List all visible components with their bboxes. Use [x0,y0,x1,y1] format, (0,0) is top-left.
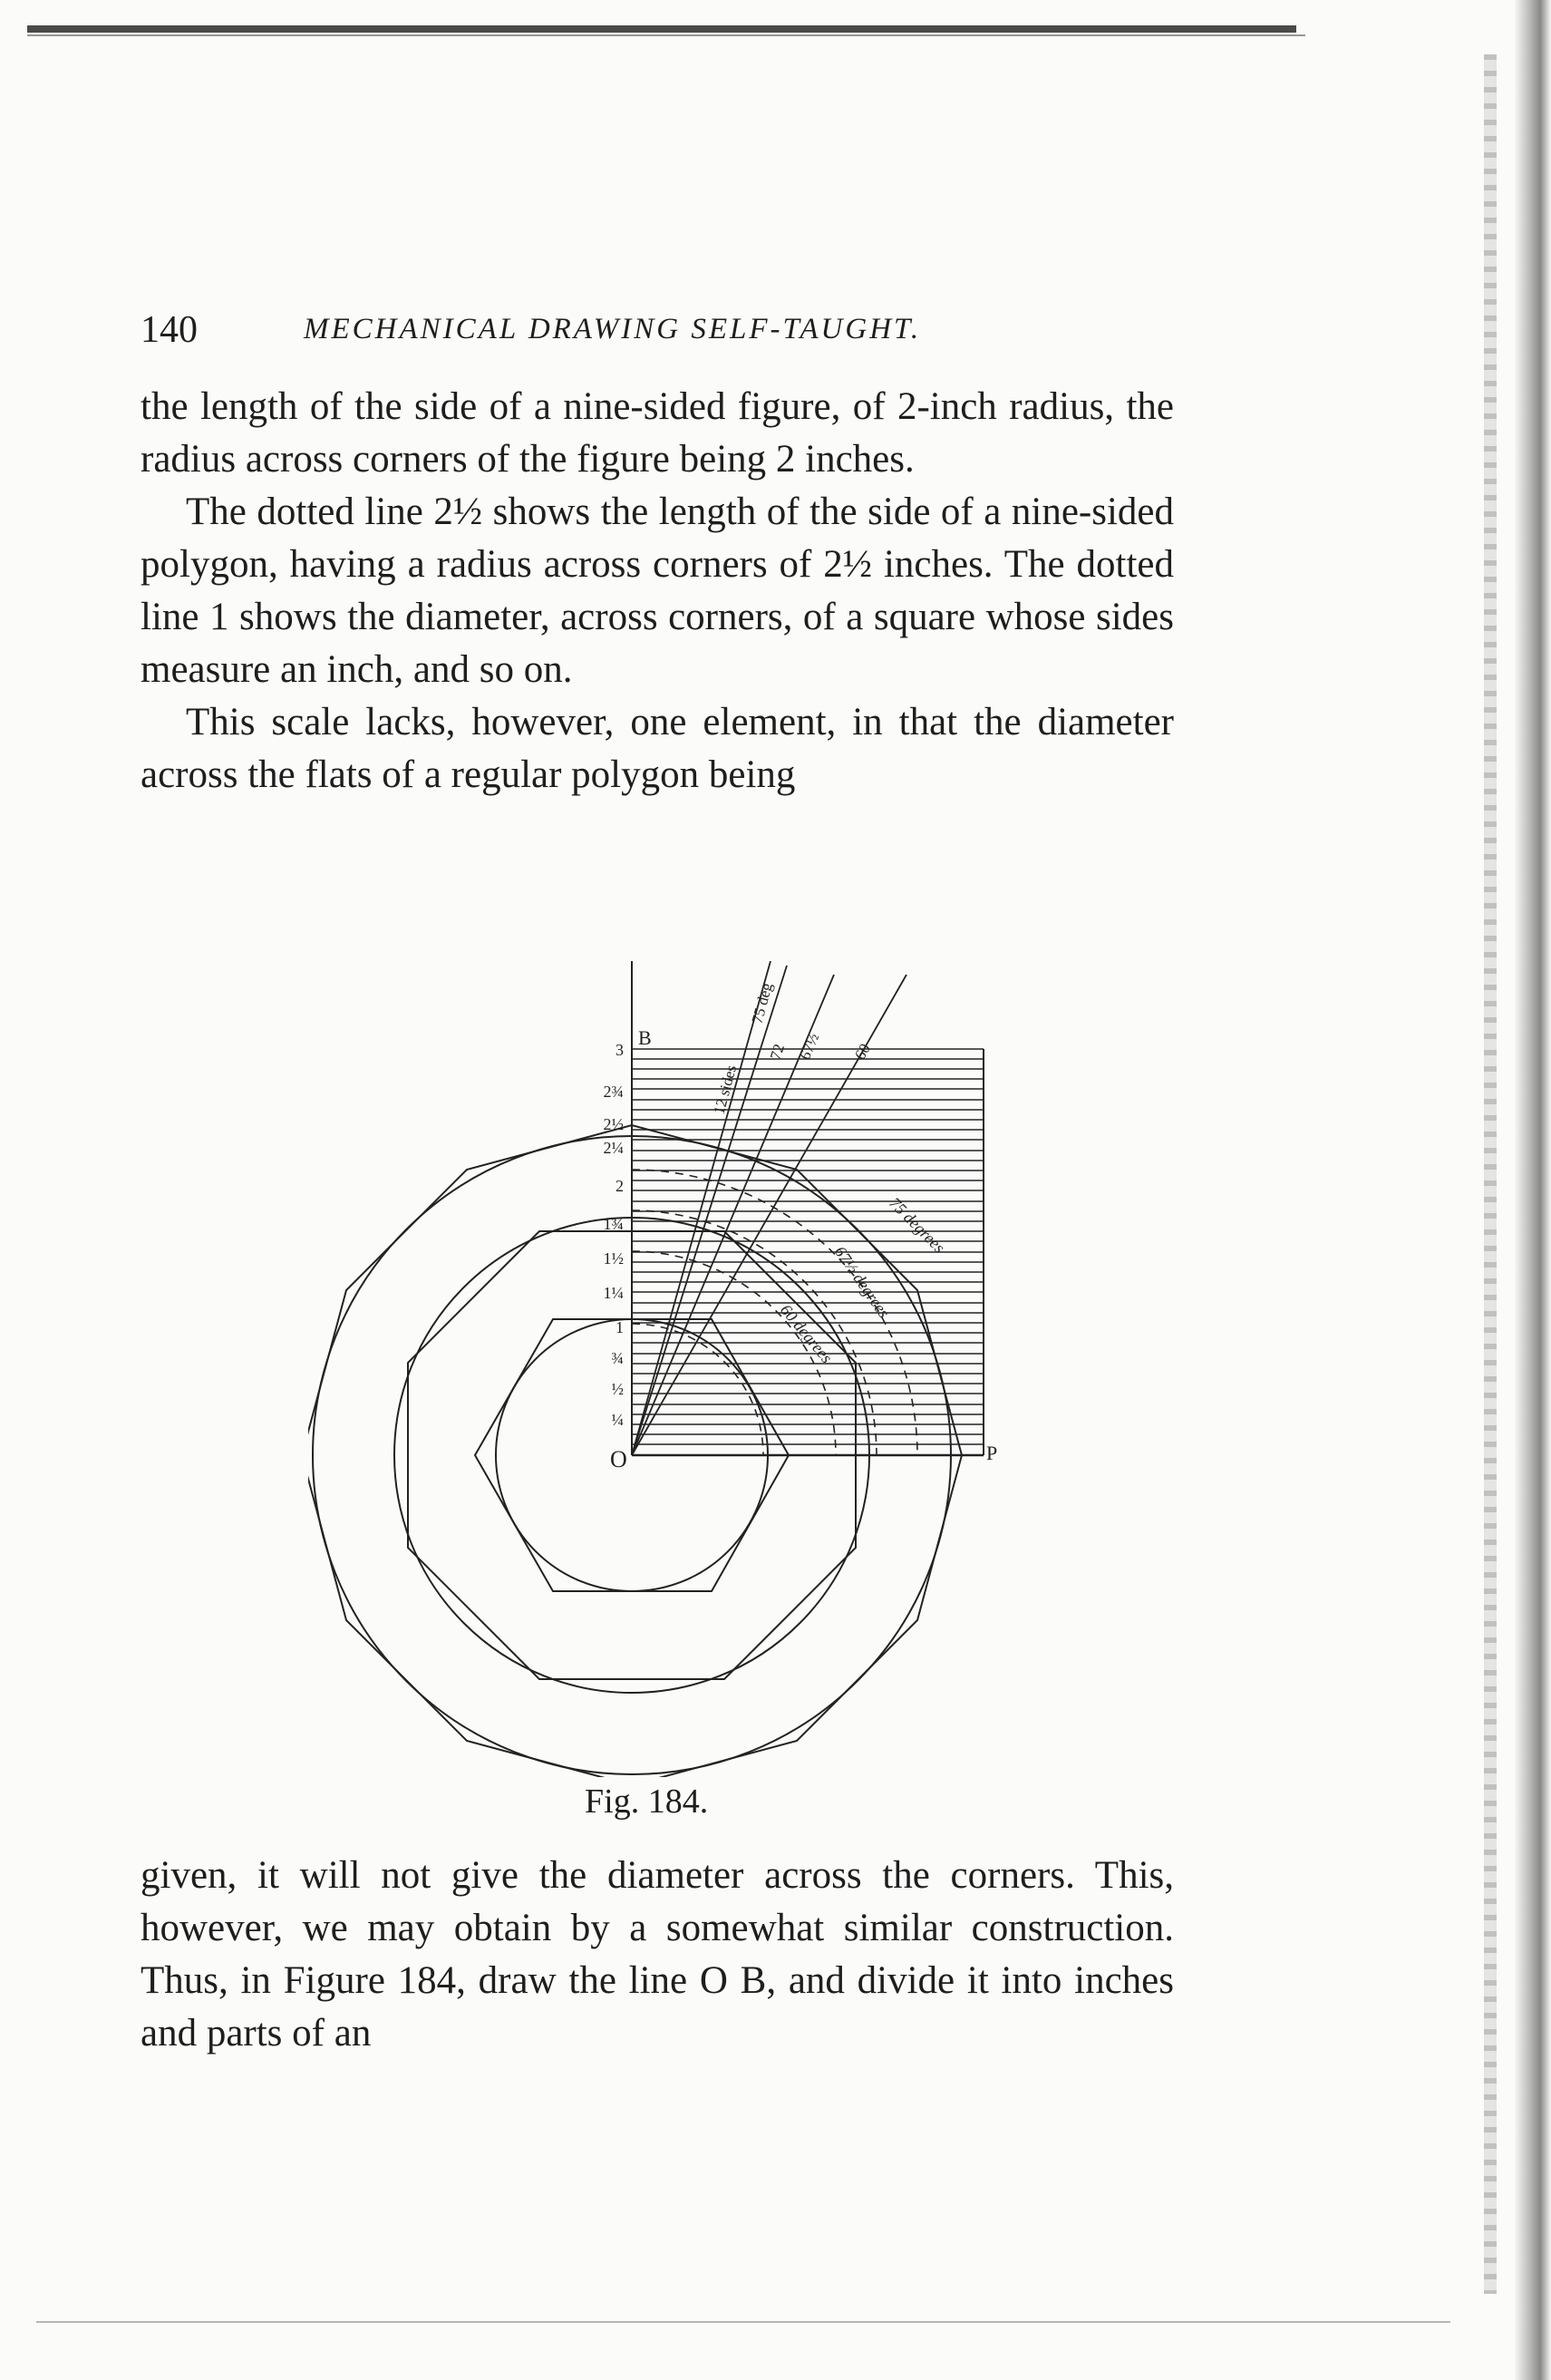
paragraph-given: given, it will not give the diameter across the corners. This, however, we may obtain by a somewhat similar construction. Thus, in Figure 184, draw the line O B, and divide it into inches and parts of an [141,1854,1174,2055]
scale-label-1-2: ½ [611,1380,624,1398]
scan-binding-marks [1484,54,1497,2294]
scan-top-edge-shadow [27,34,1305,36]
point-label-b: B [638,1026,652,1049]
label-60-degrees: 60 degrees [776,1300,837,1367]
label-12-sides: 12 sides [710,1063,741,1117]
scan-spine-shadow [1515,0,1551,2380]
scale-label-2-1-2: 2½ [603,1115,624,1133]
paragraph-continued: the length of the side of a nine-sided figure, of 2-inch radius, the radius across corners of the figure being 2 inches. [141,385,1174,481]
scale-label-2-1-4: 2¼ [603,1139,624,1157]
scale-label-1: 1 [616,1318,624,1336]
scale-label-1-4: ¼ [611,1411,624,1429]
paragraph-block-bottom [141,1850,1174,2060]
running-title: MECHANICAL DRAWING SELF-TAUGHT. [304,313,922,345]
point-label-p: P [986,1442,998,1464]
point-label-o: O [610,1446,627,1472]
figure-caption: Fig. 184. [585,1783,709,1821]
scale-label-1-3-4: 1¾ [603,1215,624,1233]
scale-label-3: 3 [616,1041,624,1059]
scale-label-3-4: ¾ [611,1349,624,1367]
scale-label-1-1-2: 1½ [603,1249,624,1268]
label-67-degrees: 67½ degrees [830,1242,894,1322]
figure-184-polygon-scale [308,961,1033,1777]
scan-top-edge [27,25,1296,33]
label-72: 72 [766,1042,789,1063]
paragraph-scale-lacks: This scale lacks, however, one element, in that the diameter across the flats of a regular polygon being [141,701,1174,796]
scale-label-2-3-4: 2¾ [603,1083,624,1101]
scale-labels [604,1041,625,1429]
label-67: 67½ [796,1030,823,1063]
paragraph-dotted-line: The dotted line 2½ shows the length of the side of a nine-sided polygon, having a radius across corners of 2½ inches. The dotted line 1 shows the diameter, across corners, of a square whose sides measure an inch, and so on. [141,491,1174,691]
label-75-degrees: 75 degrees [886,1193,949,1257]
scale-label-2: 2 [616,1177,624,1195]
scale-label-1-1-4: 1¼ [603,1284,624,1302]
label-75-deg: 75 deg [748,980,776,1026]
label-60: 60 [851,1040,874,1063]
paragraph-block-top [141,381,1174,801]
page-number: 140 [141,309,198,351]
scan-bottom-edge [36,2321,1450,2323]
